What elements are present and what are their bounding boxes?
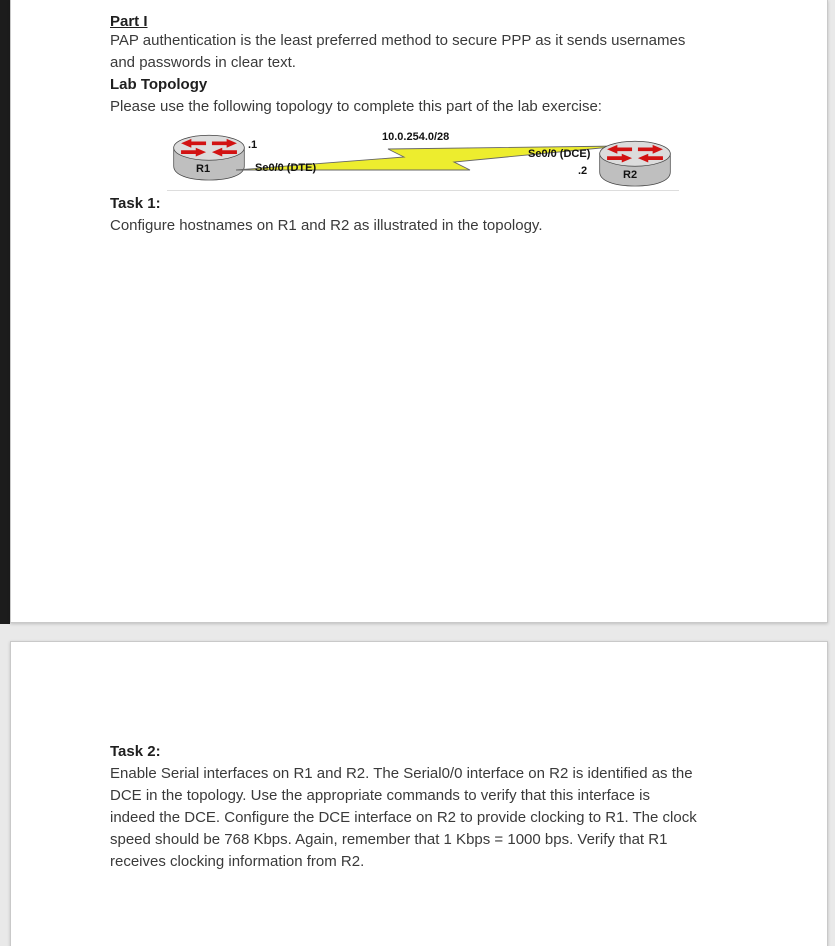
- task1-heading: Task 1:: [110, 195, 161, 212]
- network-subnet-label: 10.0.254.0/28: [382, 131, 450, 143]
- router-r2-icon: [598, 139, 672, 189]
- part-heading: Part I: [110, 13, 148, 30]
- left-edge-strip: [0, 0, 10, 624]
- r1-hostname-label: R1: [196, 163, 211, 175]
- r1-ip-label: .1: [248, 139, 258, 151]
- r2-hostname-label: R2: [623, 169, 638, 181]
- r1-interface-label: Se0/0 (DTE): [255, 162, 317, 174]
- document-page-2[interactable]: [10, 641, 828, 946]
- r2-interface-label: Se0/0 (DCE): [528, 148, 591, 160]
- task1-text: Configure hostnames on R1 and R2 as illustrated in the topology.: [110, 217, 543, 234]
- r2-ip-label: .2: [578, 165, 588, 177]
- topology-diagram: [110, 126, 730, 193]
- topology-instruction: Please use the following topology to complete this part of the lab exercise:: [110, 98, 602, 115]
- task2-text: Enable Serial interfaces on R1 and R2. The Serial0/0 interface on R2 is identified as the DCE in the topology. Use the appropriate commands to verify that this interface is indeed the DCE. Configure the DCE interface on R2 to provide clocking to R1. The clock speed should be 768 Kbps. Again, remember that 1 Kbps = 1000 bps. Verify that R1 receives clocking information from R2.: [110, 765, 697, 870]
- page2-content: [11, 642, 827, 873]
- intro-paragraph: PAP authentication is the least preferred method to secure PPP as it sends usernames and passwords in clear text.: [110, 32, 686, 71]
- diagram-bottom-edge: [167, 190, 679, 191]
- task2-heading: Task 2:: [110, 743, 161, 760]
- router-r1-icon: [172, 133, 246, 183]
- lab-topology-heading: Lab Topology: [110, 76, 208, 93]
- page1-content: [11, 0, 827, 237]
- document-page-1[interactable]: [10, 0, 828, 623]
